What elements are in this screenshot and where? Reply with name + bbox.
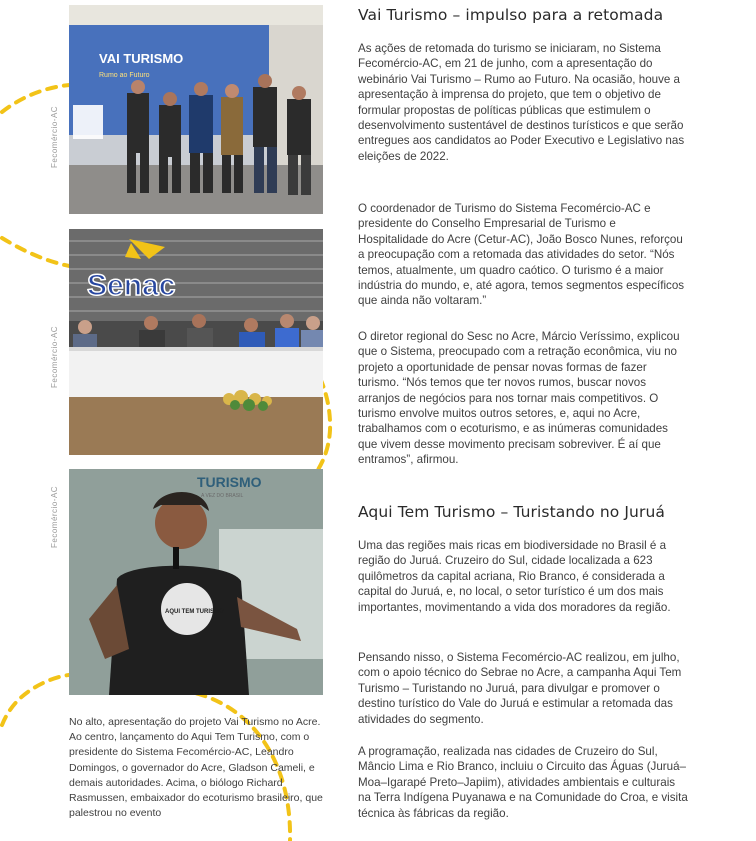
shirt-text: AQUI TEM TURISMO — [165, 609, 224, 615]
photo-caption: No alto, apresentação do projeto Vai Turismo no Acre. Ao centro, lançamento do Aqui Tem Turismo, com o presidente do Sistema Fecomércio-AC, Leandro Domingos, o governador do Acre, Gladson Cameli, e demais autoridades. Acima, o biólogo Richard Rasmussen, embaixador do ecoturismo brasileiro, que palestrou no evento — [69, 716, 323, 820]
photo-vai-turismo-presentation — [69, 5, 323, 214]
paragraph: A programação, realizada nas cidades de Cruzeiro do Sul, Mâncio Lima e Rio Branco, incluiu o Circuito das Águas (Juruá–Moa–Igarapé Preto–Japiim), atividades ambientais e culturais na Terra Indígena Puyanawa e na Comunidade do Croa, e visita técnica às fábricas da região. — [358, 745, 688, 820]
paragraph: Pensando nisso, o Sistema Fecomércio-AC realizou, em julho, com o apoio técnico do Sebrae no Acre, a campanha Aqui Tem Turismo – Turistando no Juruá, para divulgar e promover o destino turístico do Vale do Juruá e estimular a retomada das atividades do segmento. — [358, 651, 682, 726]
photo-credit: Fecomércio-AC — [50, 325, 59, 388]
photo-richard-rasmussen — [69, 469, 323, 695]
banner-subtitle-text: Rumo ao Futuro — [99, 72, 150, 79]
paragraph: O coordenador de Turismo do Sistema Fecomércio-AC e presidente do Conselho Empresarial de Turismo e Hospitalidade do Acre (Cetur-AC), João Bosco Nunes, reforçou a preocupação com a retomada das atividades do setor. “Nós temos, atualmente, um quadro caótico. O turismo é a maior indústria do mundo, e, até agora, temos segmentos específicos que ainda não voltaram.” — [358, 202, 685, 308]
photo-credit: Fecomércio-AC — [50, 485, 59, 548]
section-heading-aqui-tem-turismo: Aqui Tem Turismo – Turistando no Juruá — [358, 503, 665, 521]
section-heading-vai-turismo: Vai Turismo – impulso para a retomada — [358, 6, 664, 24]
paragraph: Uma das regiões mais ricas em biodiversidade no Brasil é a região do Juruá. Cruzeiro do Sul, cidade localizada a 623 quilômetros da capital acriana, Rio Branco, é considerada a capital do Juruá, e, no local, o setor turístico é um dos mais importantes, movimentando a vida dos moradores da região. — [358, 539, 671, 614]
paragraph: O diretor regional do Sesc no Acre, Márcio Veríssimo, explicou que o Sistema, preocupado com a retração econômica, viu no projeto a oportunidade de pensar novas formas de fazer turismo. “Nós temos que ter novos rumos, buscar novos arranjos de negócios para nos tornar mais competitivos. O turismo envolve muitos outros setores, e, aqui no Acre, trabalhamos com o ecoturismo, e as inúmeras comunidades que vivem desse movimento precisam sobreviver. É aí que entramos”, afirmou. — [358, 330, 680, 467]
banner-title-text: TURISMO — [197, 474, 262, 490]
photo-credit: Fecomércio-AC — [50, 105, 59, 168]
photo-aqui-tem-turismo-launch — [69, 229, 323, 455]
banner-subtitle-text: A VEZ DO BRASIL — [201, 493, 244, 499]
banner-title-text: VAI TURISMO — [99, 51, 184, 66]
senac-logo-text: Senac — [87, 269, 176, 302]
paragraph: As ações de retomada do turismo se iniciaram, no Sistema Fecomércio-AC, em 21 de junho, com a apresentação do webinário Vai Turismo – Rumo ao Futuro. Na ocasião, houve a apresentação à imprensa do projeto, que tem o objetivo de formular propostas de políticas públicas que estimulem o desenvolvimento sustentável de destinos turísticos e que serão entregues aos candidatos ao Poder Executivo e Legislativo nas eleições de 2022. — [358, 42, 685, 163]
